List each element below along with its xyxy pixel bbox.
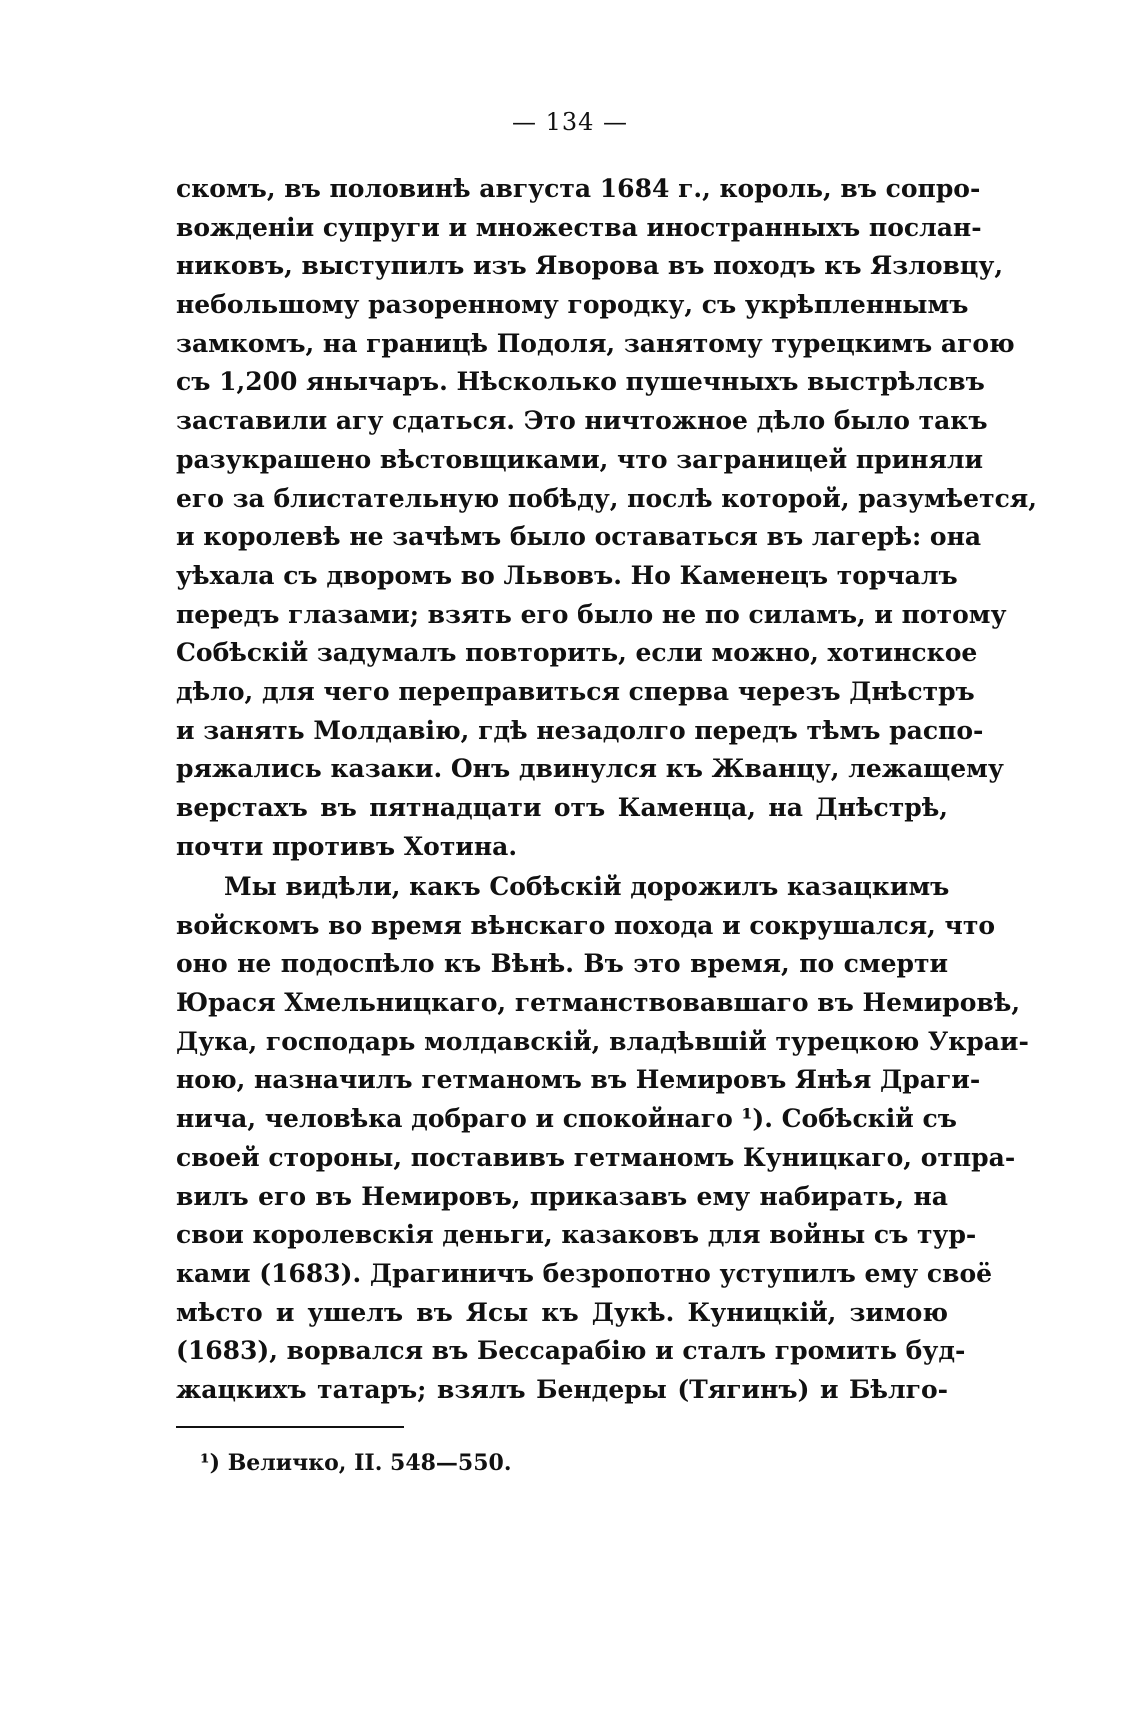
footnote: ¹) Величко, II. 548—550. <box>200 1450 512 1476</box>
text-line: и королевѣ не зачѣмъ было оставаться въ лагерѣ: она <box>176 522 982 552</box>
text-line: свои королевскія деньги, казаковъ для войны съ тур- <box>176 1220 977 1250</box>
text-line: дѣло, для чего переправиться сперва черезъ Днѣстръ <box>176 676 975 706</box>
text-line: передъ глазами; взять его было не по силамъ, и потому <box>176 599 1007 629</box>
text-line: (1683), ворвался въ Бессарабію и сталъ громить буд- <box>176 1336 966 1366</box>
text-line: почти противъ Хотина. <box>176 831 518 861</box>
text-line: небольшому разоренному городку, съ укрѣпленнымъ <box>176 290 969 320</box>
text-line: его за блистательную побѣду, послѣ которой, разумѣется, <box>176 483 1037 513</box>
text-line: замкомъ, на границѣ Подоля, занятому турецкимъ агою <box>176 328 1015 358</box>
footnote-divider <box>176 1426 404 1428</box>
text-line: ною, назначилъ гетманомъ въ Немировъ Янѣя Драги- <box>176 1065 981 1095</box>
text-line: вилъ его въ Немировъ, приказавъ ему набирать, на <box>176 1181 948 1211</box>
text-line: войскомъ во время вѣнскаго похода и сокрушался, что <box>176 910 996 940</box>
text-line: скомъ, въ половинѣ августа 1684 г., король, въ сопро- <box>176 174 981 203</box>
text-line: Мы видѣли, какъ Собѣскій дорожилъ казацкимъ <box>224 872 950 901</box>
text-line: нича, человѣка добраго и спокойнаго ¹). Собѣскій съ <box>176 1104 957 1134</box>
text-line: ками (1683). Драгиничъ безропотно уступилъ ему своё <box>176 1258 993 1288</box>
text-line: Собѣскій задумалъ повторить, если можно, хотинское <box>176 638 978 668</box>
text-line: заставили агу сдаться. Это ничтожное дѣло было такъ <box>176 406 988 436</box>
text-line: уѣхала съ дворомъ во Львовъ. Но Каменецъ торчалъ <box>176 560 958 590</box>
text-line: съ 1,200 янычаръ. Нѣсколько пушечныхъ выстрѣлсвъ <box>176 367 985 397</box>
text-line: жацкихъ татаръ; взялъ Бендеры (Тягинъ) и Бѣлго- <box>176 1374 948 1404</box>
text-line: оно не подоспѣло къ Вѣнѣ. Въ это время, по смерти <box>176 949 948 979</box>
paragraph-1 <box>176 170 1037 866</box>
text-line: ряжались казаки. Онъ двинулся къ Жванцу, лежащему <box>176 754 1004 784</box>
text-line: верстахъ въ пятнадцати отъ Каменца, на Днѣстрѣ, <box>176 793 948 822</box>
text-line: никовъ, выступилъ изъ Яворова въ походъ къ Язловцу, <box>176 251 1004 281</box>
text-line: своей стороны, поставивъ гетманомъ Куницкаго, отпра- <box>176 1142 1016 1172</box>
text-line: Дука, господарь молдавскій, владѣвшій турецкою Украи- <box>176 1026 1029 1056</box>
text-line: Юрася Хмельницкаго, гетманствовавшаго въ Немировѣ, <box>176 988 1021 1018</box>
paragraph-2 <box>176 868 1029 1410</box>
text-line: разукрашено вѣстовщиками, что заграницей приняли <box>176 444 984 474</box>
text-line: мѣсто и ушелъ въ Ясы къ Дукѣ. Куницкій, зимою <box>176 1297 948 1327</box>
page-number: — 134 — <box>511 108 629 136</box>
text-line: и занять Молдавію, гдѣ незадолго передъ тѣмъ распо- <box>176 715 984 745</box>
text-line: вожденіи супруги и множества иностранныхъ послан- <box>176 212 982 242</box>
